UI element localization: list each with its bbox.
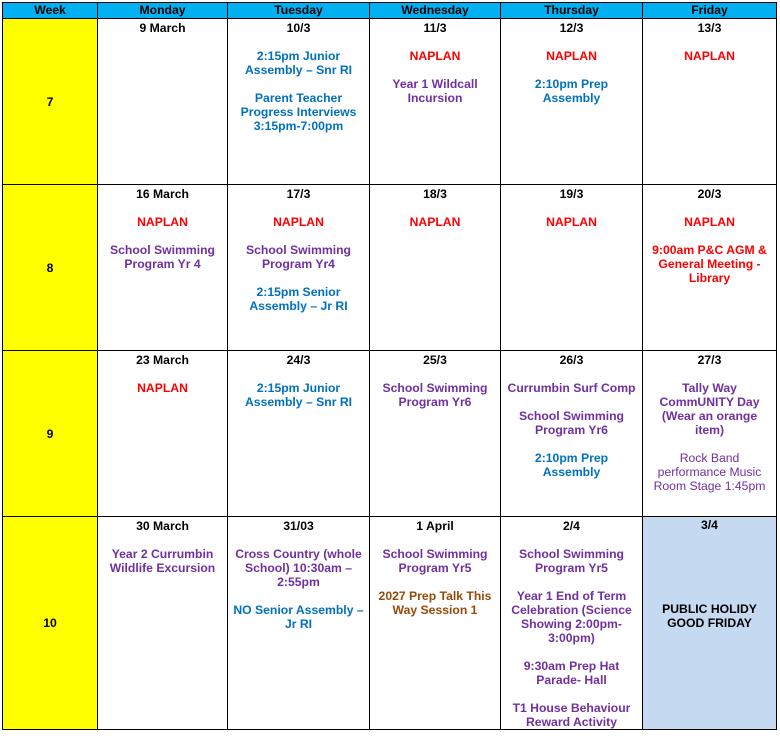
- day-date: 27/3: [697, 353, 722, 367]
- day-cell: [370, 19, 501, 185]
- day-cell: [643, 185, 777, 351]
- term-calendar-table: [2, 2, 777, 730]
- day-cell: [643, 19, 777, 185]
- event-item: NAPLAN: [409, 49, 461, 63]
- week-row: [3, 185, 777, 351]
- day-cell: [501, 19, 643, 185]
- event-item: 2:10pm Prep Assembly: [534, 77, 609, 105]
- calendar-body: [3, 19, 777, 730]
- holiday-label: PUBLIC HOLIDY GOOD FRIDAY: [662, 602, 757, 630]
- event-item: 2:15pm Junior Assembly – Snr RI: [244, 381, 353, 409]
- event-item: School Swimming Program Yr 4: [110, 243, 215, 271]
- event-item: 9:30am Prep Hat Parade- Hall: [523, 659, 620, 687]
- event-item: 2:15pm Senior Assembly – Jr RI: [249, 285, 348, 313]
- day-date: 13/3: [697, 21, 722, 35]
- day-cell: [228, 185, 370, 351]
- day-cell: [501, 185, 643, 351]
- week-number: 7: [3, 19, 98, 185]
- week-row: [3, 351, 777, 517]
- week-number: 9: [3, 351, 98, 517]
- event-item: 9:00am P&C AGM & General Meeting - Library: [652, 243, 767, 285]
- day-cell: [501, 517, 643, 730]
- event-item: School Swimming Program Yr5: [519, 547, 624, 575]
- event-item: Rock Band performance Music Room Stage 1:45pm: [653, 451, 766, 493]
- day-date: 19/3: [559, 187, 584, 201]
- day-cell: [98, 517, 228, 730]
- week-row: [3, 517, 777, 730]
- event-item: 2027 Prep Talk This Way Session 1: [378, 589, 492, 617]
- day-cell: [643, 517, 777, 730]
- event-item: T1 House Behaviour Reward Activity: [512, 701, 631, 729]
- event-item: NAPLAN: [546, 215, 597, 229]
- event-item: Year 1 Wildcall Incursion: [392, 77, 478, 105]
- day-date: 20/3: [697, 187, 722, 201]
- header-week: Week: [3, 3, 98, 19]
- day-cell: [370, 517, 501, 730]
- event-item: 2:10pm Prep Assembly: [534, 451, 609, 479]
- day-date: 1 April: [416, 519, 454, 533]
- day-date: 3/4: [701, 518, 718, 532]
- week-number: 10: [3, 517, 98, 730]
- day-cell: [228, 351, 370, 517]
- header-tuesday: Tuesday: [228, 3, 370, 19]
- week-row: [3, 19, 777, 185]
- week-number: 8: [3, 185, 98, 351]
- day-cell: [370, 185, 501, 351]
- event-item: Cross Country (whole School) 10:30am – 2:55pm: [235, 547, 362, 589]
- event-item: NAPLAN: [684, 215, 735, 229]
- day-date: 26/3: [559, 353, 584, 367]
- event-item: Year 2 Currumbin Wildlife Excursion: [109, 547, 216, 575]
- event-item: Parent Teacher Progress Interviews 3:15pm-7:00pm: [240, 91, 357, 133]
- day-date: 31/03: [283, 519, 314, 533]
- day-date: 16 March: [136, 187, 189, 201]
- event-item: Year 1 End of Term Celebration (Science Showing 2:00pm-3:00pm): [511, 589, 632, 645]
- day-date: 17/3: [286, 187, 311, 201]
- day-date: 25/3: [423, 353, 447, 367]
- day-cell: [98, 185, 228, 351]
- day-cell: [228, 517, 370, 730]
- event-item: School Swimming Program Yr4: [246, 243, 351, 271]
- event-item: NAPLAN: [409, 215, 461, 229]
- event-item: School Swimming Program Yr5: [382, 547, 488, 575]
- day-date: 2/4: [563, 519, 580, 533]
- day-cell: [370, 351, 501, 517]
- day-date: 23 March: [136, 353, 189, 367]
- event-item: Tally Way CommUNITY Day (Wear an orange item): [659, 381, 760, 437]
- day-cell: [501, 351, 643, 517]
- header-thursday: Thursday: [501, 3, 643, 19]
- event-item: NAPLAN: [546, 49, 597, 63]
- event-item: NAPLAN: [137, 215, 188, 229]
- day-date: 10/3: [286, 21, 311, 35]
- day-date: 24/3: [286, 353, 311, 367]
- event-item: 2:15pm Junior Assembly – Snr RI: [244, 49, 353, 77]
- day-cell: [98, 19, 228, 185]
- header-monday: Monday: [98, 3, 228, 19]
- event-item: Currumbin Surf Comp: [507, 381, 636, 395]
- day-cell: [643, 351, 777, 517]
- header-wednesday: Wednesday: [370, 3, 501, 19]
- event-item: School Swimming Program Yr6: [519, 409, 624, 437]
- event-item: NAPLAN: [137, 381, 188, 395]
- day-cell: [98, 351, 228, 517]
- header-row: [3, 3, 777, 19]
- event-item: NAPLAN: [684, 49, 735, 63]
- day-date: 9 March: [139, 21, 186, 35]
- day-date: 18/3: [423, 187, 447, 201]
- day-date: 30 March: [136, 519, 189, 533]
- day-date: 12/3: [559, 21, 584, 35]
- day-cell: [228, 19, 370, 185]
- day-date: 11/3: [423, 21, 447, 35]
- header-friday: Friday: [643, 3, 777, 19]
- event-item: School Swimming Program Yr6: [382, 381, 488, 409]
- event-item: NAPLAN: [273, 215, 324, 229]
- event-item: NO Senior Assembly – Jr RI: [233, 603, 364, 631]
